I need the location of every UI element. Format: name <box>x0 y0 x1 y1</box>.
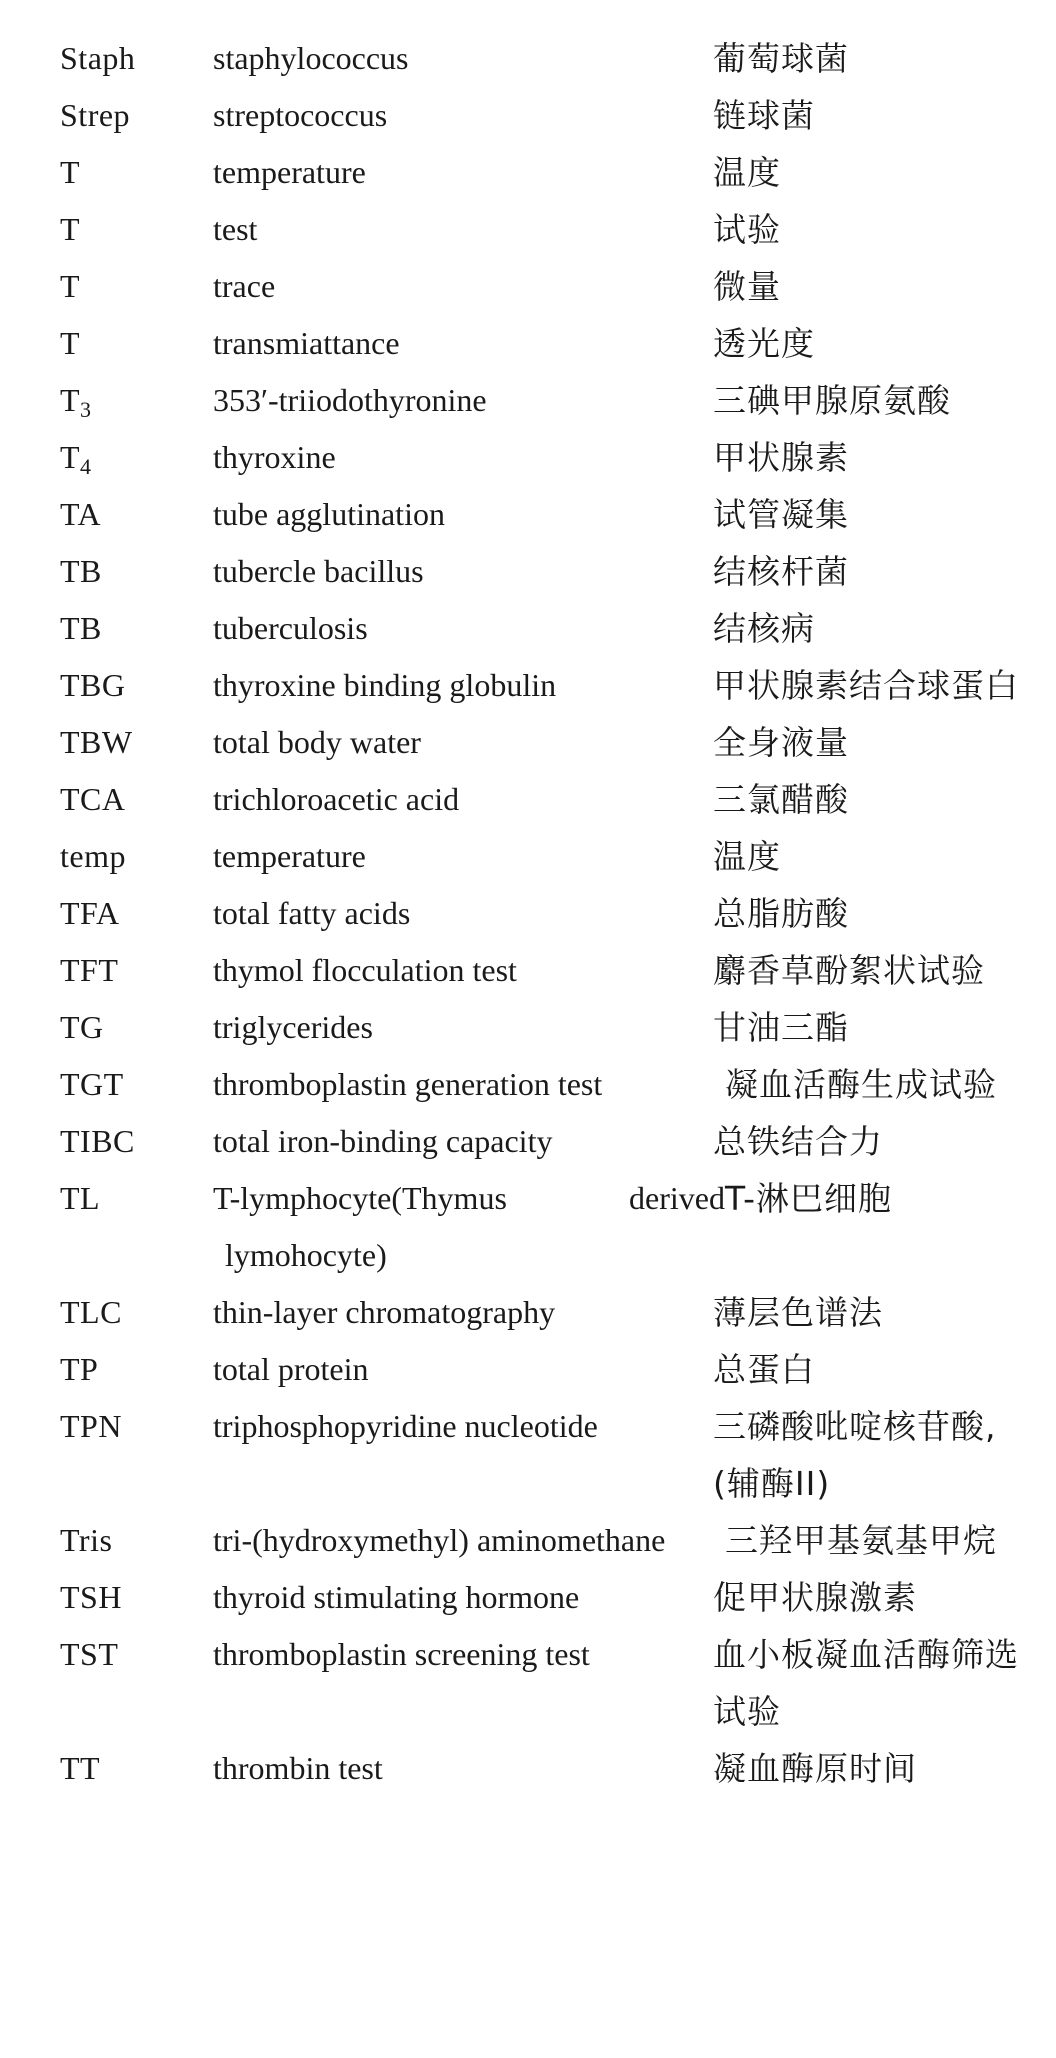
english-term: trace <box>213 268 276 304</box>
chinese-term: 温度 <box>713 153 781 192</box>
glossary-row <box>60 1740 1040 1797</box>
glossary-row <box>60 543 1040 600</box>
chinese-term: T-淋巴细胞 <box>725 1179 893 1218</box>
glossary-row <box>60 1284 1040 1341</box>
abbreviation: TP <box>60 1351 99 1387</box>
english-term: total body water <box>213 724 421 760</box>
glossary-row <box>60 828 1040 885</box>
glossary-row <box>60 1398 1040 1512</box>
abbreviation: T <box>60 268 81 304</box>
glossary-row <box>60 1626 1040 1740</box>
chinese-term: 微量 <box>713 267 781 306</box>
chinese-term: 总铁结合力 <box>713 1122 883 1161</box>
english-term: transmiattance <box>213 325 400 361</box>
english-term: thin-layer chromatography <box>213 1294 556 1330</box>
chinese-term: 薄层色谱法 <box>713 1293 883 1332</box>
abbreviation: TGT <box>60 1066 124 1102</box>
glossary-row <box>60 885 1040 942</box>
chinese-term: 结核病 <box>713 609 815 648</box>
abbreviation-subscript: 3 <box>80 397 92 422</box>
english-term: temperature <box>213 154 366 190</box>
abbreviation-glossary <box>60 30 1040 1797</box>
abbreviation <box>60 372 213 429</box>
chinese-term: 全身液量 <box>713 723 849 762</box>
glossary-row <box>60 714 1040 771</box>
abbreviation: Tris <box>60 1522 113 1558</box>
abbreviation: T <box>60 154 81 190</box>
english-term: thromboplastin screening test <box>213 1636 590 1672</box>
english-term: thrombin test <box>213 1750 383 1786</box>
abbreviation: TPN <box>60 1408 122 1444</box>
glossary-row <box>60 144 1040 201</box>
abbreviation-subscript: 4 <box>80 454 92 479</box>
abbreviation: TFT <box>60 952 119 988</box>
chinese-term: 甲状腺素结合球蛋白 <box>713 666 1019 705</box>
english-term: tri-(hydroxymethyl) aminomethane <box>213 1522 666 1558</box>
chinese-term: 三氯醋酸 <box>713 780 849 819</box>
glossary-row <box>60 486 1040 543</box>
english-term: total fatty acids <box>213 895 411 931</box>
abbreviation: TT <box>60 1750 101 1786</box>
abbreviation: TCA <box>60 781 126 817</box>
abbreviation: TL <box>60 1180 101 1216</box>
abbreviation: TBG <box>60 667 126 703</box>
glossary-row <box>60 87 1040 144</box>
glossary-row <box>60 942 1040 999</box>
chinese-term: 试验 <box>713 210 781 249</box>
abbreviation: TFA <box>60 895 120 931</box>
chinese-term: 促甲状腺激素 <box>713 1578 917 1617</box>
chinese-term: 麝香草酚絮状试验 <box>713 951 985 990</box>
abbreviation: TST <box>60 1636 119 1672</box>
english-term: thymol flocculation test <box>213 952 517 988</box>
abbreviation: TIBC <box>60 1123 135 1159</box>
abbreviation: temp <box>60 838 126 874</box>
abbreviation: TLC <box>60 1294 122 1330</box>
english-term: thyroxine <box>213 439 336 475</box>
abbreviation: TSH <box>60 1579 122 1615</box>
abbreviation: TA <box>60 496 102 532</box>
english-term: thyroid stimulating hormone <box>213 1579 580 1615</box>
english-term: total protein <box>213 1351 369 1387</box>
abbreviation: T <box>60 211 81 247</box>
glossary-row <box>60 1512 1040 1569</box>
english-term: trichloroacetic acid <box>213 781 460 817</box>
chinese-term: 总脂肪酸 <box>713 894 849 933</box>
chinese-term: 葡萄球菌 <box>713 39 849 78</box>
english-term: tubercle bacillus <box>213 553 424 589</box>
glossary-row <box>60 999 1040 1056</box>
glossary-row <box>60 600 1040 657</box>
abbreviation-base: T <box>60 439 81 475</box>
glossary-row <box>60 372 1040 429</box>
chinese-term: 温度 <box>713 837 781 876</box>
chinese-term: 透光度 <box>713 324 815 363</box>
glossary-row <box>60 258 1040 315</box>
glossary-row <box>60 201 1040 258</box>
english-term: T-lymphocyte(Thymus derived lymohocyte) <box>213 1180 725 1273</box>
glossary-row <box>60 1569 1040 1626</box>
english-term: temperature <box>213 838 366 874</box>
glossary-row <box>60 1170 1040 1284</box>
chinese-term: 凝血活酶生成试验 <box>725 1065 997 1104</box>
abbreviation: TB <box>60 553 102 589</box>
abbreviation: TG <box>60 1009 104 1045</box>
chinese-term: 甲状腺素 <box>713 438 849 477</box>
chinese-term: 结核杆菌 <box>713 552 849 591</box>
chinese-term: 总蛋白 <box>713 1350 815 1389</box>
english-term: 353′-triiodothyronine <box>213 382 487 418</box>
english-term: triphosphopyridine nucleotide <box>213 1408 598 1444</box>
glossary-row <box>60 657 1040 714</box>
abbreviation: Strep <box>60 97 131 133</box>
chinese-term: 三碘甲腺原氨酸 <box>713 381 951 420</box>
english-term: total iron-binding capacity <box>213 1123 553 1159</box>
english-term: thromboplastin generation test <box>213 1066 603 1102</box>
chinese-term: 甘油三酯 <box>713 1008 849 1047</box>
glossary-row <box>60 429 1040 486</box>
chinese-term: 血小板凝血活酶筛选试验 <box>713 1635 1019 1731</box>
abbreviation: TBW <box>60 724 133 760</box>
abbreviation <box>60 429 213 486</box>
glossary-row <box>60 315 1040 372</box>
chinese-term: 链球菌 <box>713 96 815 135</box>
english-term: streptococcus <box>213 97 388 133</box>
glossary-row <box>60 1056 1040 1113</box>
english-term: tuberculosis <box>213 610 368 646</box>
abbreviation: TB <box>60 610 102 646</box>
glossary-row <box>60 30 1040 87</box>
glossary-row <box>60 771 1040 828</box>
english-term: thyroxine binding globulin <box>213 667 557 703</box>
abbreviation-base: T <box>60 382 81 418</box>
english-term: test <box>213 211 258 247</box>
abbreviation: T <box>60 325 81 361</box>
glossary-row <box>60 1341 1040 1398</box>
chinese-term: 三磷酸吡啶核苷酸,(辅酶II) <box>713 1407 997 1503</box>
english-term: staphylococcus <box>213 40 409 76</box>
glossary-row <box>60 1113 1040 1170</box>
chinese-term: 三羟甲基氨基甲烷 <box>725 1521 997 1560</box>
chinese-term: 试管凝集 <box>713 495 849 534</box>
abbreviation: Staph <box>60 40 136 76</box>
chinese-term: 凝血酶原时间 <box>713 1749 917 1788</box>
english-term: tube agglutination <box>213 496 445 532</box>
english-term: triglycerides <box>213 1009 373 1045</box>
